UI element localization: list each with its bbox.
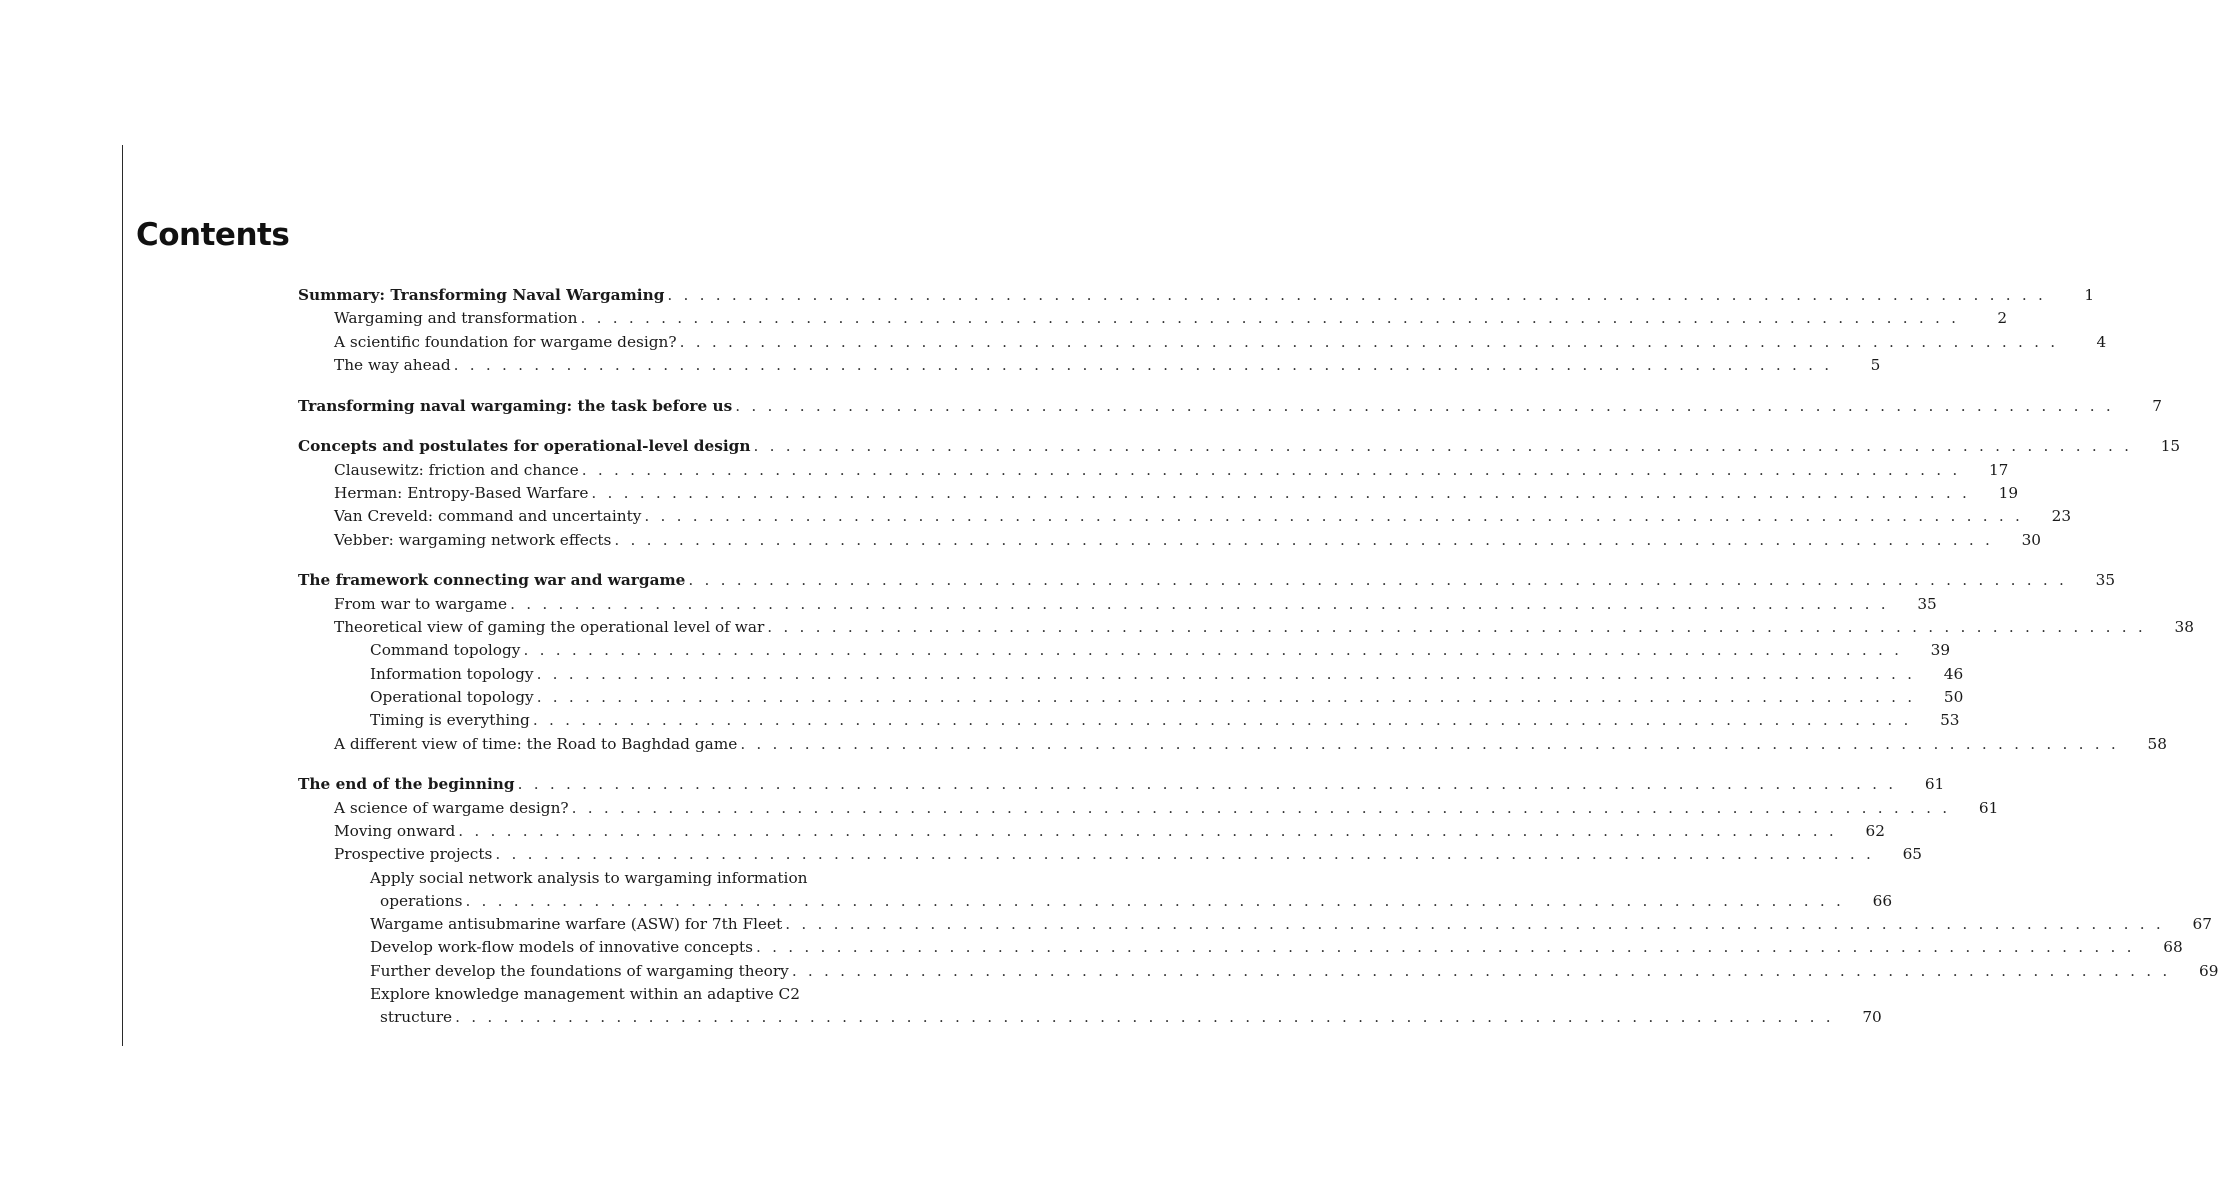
toc-chapter-entry[interactable]: [298, 435, 2181, 458]
toc-entry-label: The way ahead: [334, 355, 451, 374]
dot-leader: [451, 354, 1833, 377]
toc-page-number: 19: [1998, 484, 2019, 503]
toc-page-number: 7: [2152, 396, 2162, 415]
dot-leader: [588, 482, 1970, 505]
toc-entry-label: The end of the beginning: [298, 775, 515, 794]
toc-chapter-entry[interactable]: [298, 395, 2162, 418]
toc-page-number: 58: [2147, 734, 2167, 753]
toc-entry[interactable]: [298, 686, 1964, 709]
toc-entry-label: Wargame antisubmarine warfare (ASW) for 7th Fleet: [370, 915, 783, 934]
toc-page-number: 23: [2051, 507, 2072, 526]
toc-entry-label: Further develop the foundations of wargaming theory: [370, 961, 789, 980]
margin-rule: [122, 145, 123, 1046]
toc-entry-continuation[interactable]: [298, 890, 1893, 913]
dot-leader: [750, 435, 2132, 458]
toc-entry-label: Vebber: wargaming network effects: [334, 530, 612, 549]
toc-entry[interactable]: [298, 482, 2019, 505]
toc-page-number: 65: [1902, 845, 1923, 864]
toc-entry-label: From war to wargame: [334, 594, 508, 613]
toc-section: [298, 569, 2194, 755]
toc-entry[interactable]: [298, 354, 1881, 377]
dot-leader: [664, 284, 2046, 307]
toc-page-number: 69: [2199, 961, 2219, 980]
toc-entry-label: Prospective projects: [334, 845, 493, 864]
toc-page-number: 1: [2084, 286, 2095, 304]
dot-leader: [737, 733, 2119, 756]
dot-leader: [569, 797, 1951, 820]
toc-page-number: 30: [2021, 530, 2042, 549]
toc-entry[interactable]: [298, 983, 814, 1006]
toc-page-number: 2: [1997, 309, 2008, 328]
toc-page-number: 61: [1924, 775, 1945, 794]
toc-entry-label: Apply social network analysis to wargaming information: [370, 868, 808, 887]
page-title: Contents: [136, 217, 290, 253]
toc-entry[interactable]: [298, 331, 2107, 354]
toc-entry-label: Clausewitz: friction and chance: [334, 460, 579, 479]
toc-section: [298, 773, 2219, 1029]
dot-leader: [782, 913, 2164, 936]
toc-entry-label: A science of wargame design?: [334, 798, 569, 817]
toc-section: [298, 284, 2107, 377]
toc-page-number: 35: [1917, 594, 1937, 613]
dot-leader: [462, 890, 1844, 913]
dot-leader: [507, 593, 1889, 616]
toc-entry[interactable]: [298, 505, 2072, 528]
dot-leader: [641, 505, 2023, 528]
toc-entry-label: operations: [380, 891, 463, 910]
dot-leader: [520, 639, 1902, 662]
dot-leader: [534, 663, 1916, 686]
dot-leader: [452, 1006, 1834, 1029]
toc-entry[interactable]: [298, 733, 2167, 756]
toc-page-number: 15: [2160, 437, 2181, 456]
toc-entry[interactable]: [298, 663, 1964, 686]
toc-page-number: 68: [2163, 938, 2183, 957]
toc-entry-label: Timing is everything: [370, 711, 530, 730]
toc-entry-label: Concepts and postulates for operational-level design: [298, 437, 751, 456]
dot-leader: [789, 960, 2171, 983]
dot-leader: [611, 529, 1993, 552]
toc-entry-continuation[interactable]: [298, 1006, 1882, 1029]
toc-entry[interactable]: [298, 867, 814, 890]
toc-entry[interactable]: [298, 529, 2042, 552]
dot-leader: [492, 843, 1874, 866]
dot-leader: [515, 773, 1897, 796]
toc-entry-label: Information topology: [370, 664, 534, 683]
dot-leader: [764, 616, 2146, 639]
toc-entry[interactable]: [298, 843, 1923, 866]
toc-page-number: 35: [2095, 571, 2116, 590]
dot-leader: [677, 331, 2059, 354]
toc-section: [298, 395, 2162, 418]
dot-leader: [579, 459, 1961, 482]
toc-entry[interactable]: [298, 936, 2183, 959]
dot-leader: [530, 709, 1912, 732]
toc-entry-label: A scientific foundation for wargame design?: [334, 332, 677, 351]
dot-leader: [753, 936, 2135, 959]
toc-page-number: 61: [1978, 798, 1999, 817]
toc-page-number: 38: [2174, 618, 2194, 637]
toc-chapter-entry[interactable]: [298, 773, 1945, 796]
toc-page-number: 53: [1940, 711, 1960, 730]
toc-chapter-entry[interactable]: [298, 569, 2116, 592]
toc-page-number: 66: [1872, 891, 1893, 910]
table-of-contents: [298, 284, 2219, 1047]
toc-page-number: 67: [2192, 915, 2212, 934]
toc-entry-label: Herman: Entropy-Based Warfare: [334, 484, 589, 503]
dot-leader: [455, 820, 1837, 843]
toc-entry[interactable]: [298, 797, 1999, 820]
toc-page-number: 17: [1988, 460, 2009, 479]
toc-entry-label: Moving onward: [334, 821, 456, 840]
dot-leader: [534, 686, 1916, 709]
toc-entry[interactable]: [298, 960, 2219, 983]
toc-entry-label: Transforming naval wargaming: the task before us: [298, 396, 733, 415]
toc-chapter-entry[interactable]: [298, 284, 2095, 307]
toc-section: [298, 435, 2181, 551]
toc-entry[interactable]: [298, 593, 1937, 616]
toc-page-number: 39: [1930, 641, 1951, 660]
toc-entry-label: structure: [380, 1008, 453, 1027]
dot-leader: [685, 569, 2067, 592]
toc-entry-label: Explore knowledge management within an adaptive C2: [370, 985, 800, 1004]
toc-entry-label: Wargaming and transformation: [334, 309, 578, 328]
toc-entry-label: The framework connecting war and wargame: [298, 571, 686, 590]
toc-page-number: 4: [2096, 332, 2107, 351]
toc-page-number: 46: [1943, 664, 1964, 683]
toc-entry-label: Theoretical view of gaming the operational level of war: [334, 618, 765, 637]
toc-page-number: 5: [1870, 355, 1881, 374]
toc-entry[interactable]: [298, 616, 2194, 639]
toc-entry[interactable]: [298, 639, 1951, 662]
toc-entry[interactable]: [298, 709, 1960, 732]
toc-entry-label: Operational topology: [370, 687, 534, 706]
toc-entry[interactable]: [298, 307, 2008, 330]
toc-page-number: 62: [1865, 821, 1885, 840]
toc-entry-label: A different view of time: the Road to Baghdad game: [334, 734, 738, 753]
toc-entry[interactable]: [298, 459, 2009, 482]
toc-entry-label: Van Creveld: command and uncertainty: [334, 507, 642, 526]
toc-entry-label: Summary: Transforming Naval Wargaming: [298, 286, 665, 304]
toc-page-number: 70: [1862, 1008, 1882, 1027]
toc-entry[interactable]: [298, 913, 2212, 936]
dot-leader: [732, 395, 2114, 418]
dot-leader: [577, 307, 1959, 330]
toc-entry-label: Develop work-flow models of innovative concepts: [370, 938, 754, 957]
toc-page-number: 50: [1943, 687, 1964, 706]
toc-entry[interactable]: [298, 820, 1885, 843]
toc-entry-label: Command topology: [370, 641, 521, 660]
